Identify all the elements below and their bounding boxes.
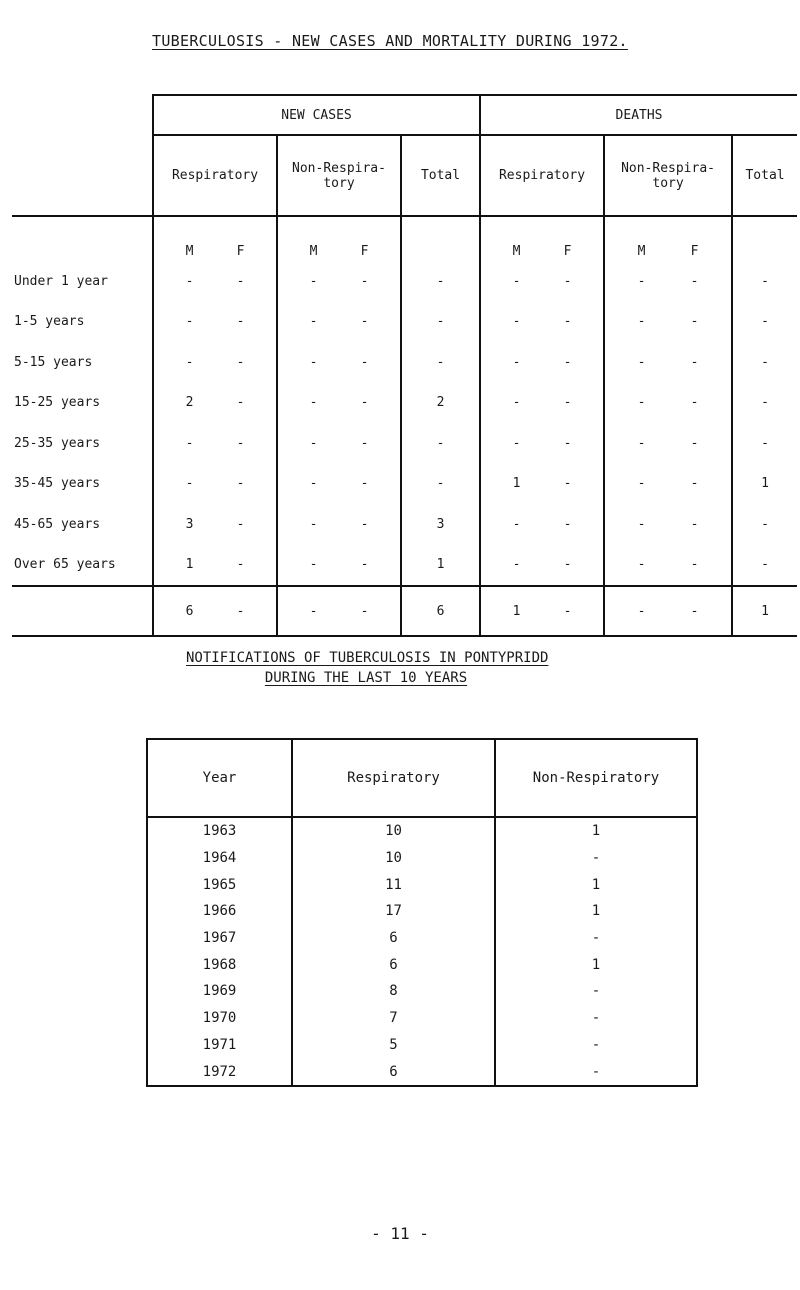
cell: - bbox=[309, 476, 318, 492]
notifications-table bbox=[146, 738, 698, 1087]
cell: - bbox=[360, 395, 369, 411]
cell: - bbox=[637, 395, 646, 411]
year-cell: 1965 bbox=[147, 871, 292, 898]
table-row bbox=[147, 925, 697, 952]
cell: - bbox=[401, 342, 480, 383]
cell: - bbox=[563, 476, 572, 492]
notifications-title-line2: DURING THE LAST 10 YEARS bbox=[264, 670, 468, 686]
cell: - bbox=[360, 476, 369, 492]
cell: - bbox=[732, 261, 797, 302]
year-cell: 1970 bbox=[147, 1005, 292, 1032]
cell: - bbox=[690, 557, 699, 573]
total-cell: 1 bbox=[512, 603, 521, 619]
cell: - bbox=[690, 395, 699, 411]
sex-label: F bbox=[690, 244, 699, 259]
age-group-label: 15-25 years bbox=[14, 395, 101, 411]
cell: - bbox=[512, 314, 521, 330]
cell: - bbox=[185, 354, 194, 370]
cell: 3 bbox=[401, 504, 480, 545]
non-respiratory-cell: - bbox=[495, 845, 697, 872]
cell: 2 bbox=[401, 383, 480, 424]
table-row bbox=[12, 504, 797, 545]
cell: - bbox=[690, 476, 699, 492]
cell: - bbox=[236, 273, 245, 289]
cell: - bbox=[563, 273, 572, 289]
non-respiratory-cell: 1 bbox=[495, 871, 697, 898]
col-header: Respiratory bbox=[480, 135, 604, 216]
cell: - bbox=[185, 476, 194, 492]
cell: - bbox=[732, 383, 797, 424]
cell: - bbox=[360, 435, 369, 451]
cell: - bbox=[236, 476, 245, 492]
cell: - bbox=[563, 516, 572, 532]
col-header: Respiratory bbox=[153, 135, 277, 216]
table-row bbox=[12, 342, 797, 383]
cell: - bbox=[690, 314, 699, 330]
cell: - bbox=[690, 516, 699, 532]
age-group-label: 25-35 years bbox=[14, 435, 101, 451]
col-header: Total bbox=[732, 135, 797, 216]
table-row bbox=[147, 978, 697, 1005]
cell: - bbox=[309, 557, 318, 573]
total-cell: - bbox=[690, 603, 699, 619]
year-cell: 1972 bbox=[147, 1058, 292, 1086]
cell: 1 bbox=[512, 476, 521, 492]
cell: - bbox=[360, 516, 369, 532]
total-cell: 6 bbox=[185, 603, 194, 619]
col-header: Total bbox=[401, 135, 480, 216]
new-cases-mortality-table bbox=[12, 94, 797, 637]
cell: - bbox=[185, 435, 194, 451]
year-header: Year bbox=[147, 739, 292, 817]
cell: - bbox=[360, 354, 369, 370]
total-cell: 1 bbox=[732, 586, 797, 636]
non-respiratory-header: Non-Respiratory bbox=[495, 739, 697, 817]
sex-label: M bbox=[185, 244, 194, 259]
year-cell: 1967 bbox=[147, 925, 292, 952]
table-row bbox=[147, 951, 697, 978]
table-row bbox=[147, 1032, 697, 1059]
cell: - bbox=[309, 273, 318, 289]
cell: - bbox=[309, 354, 318, 370]
cell: - bbox=[360, 273, 369, 289]
age-group-label: 5-15 years bbox=[14, 354, 93, 370]
cell: - bbox=[637, 435, 646, 451]
col-header: Non-Respira- tory bbox=[604, 135, 732, 216]
respiratory-cell: 11 bbox=[292, 871, 495, 898]
table-row bbox=[147, 871, 697, 898]
cell: - bbox=[309, 314, 318, 330]
non-respiratory-cell: - bbox=[495, 925, 697, 952]
year-cell: 1968 bbox=[147, 951, 292, 978]
cell: 2 bbox=[185, 395, 194, 411]
non-respiratory-cell: 1 bbox=[495, 817, 697, 845]
cell: - bbox=[690, 273, 699, 289]
age-group-label: Under 1 year bbox=[14, 273, 108, 289]
cell: - bbox=[512, 395, 521, 411]
sex-header-row bbox=[12, 216, 797, 261]
respiratory-cell: 10 bbox=[292, 817, 495, 845]
page-title: TUBERCULOSIS - NEW CASES AND MORTALITY DURING 1972. bbox=[152, 32, 628, 50]
non-respiratory-cell: - bbox=[495, 1005, 697, 1032]
cell: - bbox=[401, 423, 480, 464]
year-cell: 1963 bbox=[147, 817, 292, 845]
cell: - bbox=[360, 314, 369, 330]
table-row bbox=[12, 261, 797, 302]
totals-row bbox=[12, 586, 797, 636]
cell: - bbox=[637, 476, 646, 492]
year-cell: 1966 bbox=[147, 898, 292, 925]
cell: - bbox=[563, 354, 572, 370]
sex-label: M bbox=[512, 244, 521, 259]
age-group-label: 1-5 years bbox=[14, 314, 85, 330]
page-number: - 11 - bbox=[371, 1224, 429, 1243]
cell: - bbox=[690, 354, 699, 370]
group-header-row bbox=[12, 95, 797, 135]
cell: - bbox=[563, 557, 572, 573]
total-cell: - bbox=[563, 603, 572, 619]
notifications-title bbox=[186, 648, 549, 688]
respiratory-header: Respiratory bbox=[292, 739, 495, 817]
sex-label: F bbox=[563, 244, 572, 259]
cell: - bbox=[512, 354, 521, 370]
table-row bbox=[12, 383, 797, 424]
column-header-row bbox=[12, 135, 797, 216]
sex-label: M bbox=[309, 244, 318, 259]
cell: - bbox=[236, 354, 245, 370]
table-row bbox=[12, 423, 797, 464]
notifications-header-row bbox=[147, 739, 697, 817]
cell: - bbox=[236, 395, 245, 411]
year-cell: 1969 bbox=[147, 978, 292, 1005]
total-cell: - bbox=[309, 603, 318, 619]
cell: - bbox=[732, 504, 797, 545]
age-group-label: 35-45 years bbox=[14, 476, 101, 492]
non-respiratory-cell: 1 bbox=[495, 898, 697, 925]
cell: - bbox=[185, 273, 194, 289]
table-row bbox=[147, 817, 697, 845]
cell: - bbox=[690, 435, 699, 451]
cell: - bbox=[512, 516, 521, 532]
cell: - bbox=[563, 395, 572, 411]
non-respiratory-cell: - bbox=[495, 1058, 697, 1086]
table-row bbox=[147, 1005, 697, 1032]
table-row bbox=[147, 898, 697, 925]
respiratory-cell: 8 bbox=[292, 978, 495, 1005]
cell: - bbox=[732, 342, 797, 383]
cell: - bbox=[236, 557, 245, 573]
cell: - bbox=[512, 435, 521, 451]
table-row bbox=[147, 1058, 697, 1086]
table-row bbox=[12, 464, 797, 505]
respiratory-cell: 6 bbox=[292, 925, 495, 952]
cell: - bbox=[637, 273, 646, 289]
cell: - bbox=[309, 435, 318, 451]
respiratory-cell: 7 bbox=[292, 1005, 495, 1032]
cell: - bbox=[563, 314, 572, 330]
total-cell: 6 bbox=[401, 586, 480, 636]
cell: - bbox=[401, 261, 480, 302]
cell: - bbox=[309, 395, 318, 411]
cell: - bbox=[401, 464, 480, 505]
cell: - bbox=[732, 545, 797, 587]
non-respiratory-cell: - bbox=[495, 978, 697, 1005]
cell: - bbox=[732, 302, 797, 343]
age-group-label: Over 65 years bbox=[14, 557, 116, 573]
new-cases-header: NEW CASES bbox=[153, 95, 480, 135]
total-cell: - bbox=[360, 603, 369, 619]
cell: 3 bbox=[185, 516, 194, 532]
year-cell: 1964 bbox=[147, 845, 292, 872]
non-respiratory-cell: 1 bbox=[495, 951, 697, 978]
cell: - bbox=[512, 273, 521, 289]
cell: - bbox=[637, 354, 646, 370]
cell: 1 bbox=[185, 557, 194, 573]
cell: - bbox=[512, 557, 521, 573]
year-cell: 1971 bbox=[147, 1032, 292, 1059]
cell: - bbox=[236, 516, 245, 532]
cell: - bbox=[637, 314, 646, 330]
table-row bbox=[12, 302, 797, 343]
cell: - bbox=[732, 423, 797, 464]
cell: - bbox=[309, 516, 318, 532]
col-header: Non-Respira- tory bbox=[277, 135, 401, 216]
sex-label: F bbox=[236, 244, 245, 259]
cell: - bbox=[236, 435, 245, 451]
sex-label: M bbox=[637, 244, 646, 259]
cell: 1 bbox=[401, 545, 480, 587]
cell: - bbox=[563, 435, 572, 451]
table-row bbox=[147, 845, 697, 872]
sex-label: F bbox=[360, 244, 369, 259]
cell: - bbox=[637, 516, 646, 532]
deaths-header: DEATHS bbox=[480, 95, 797, 135]
total-cell: - bbox=[236, 603, 245, 619]
total-cell: - bbox=[637, 603, 646, 619]
respiratory-cell: 6 bbox=[292, 951, 495, 978]
cell: - bbox=[401, 302, 480, 343]
respiratory-cell: 5 bbox=[292, 1032, 495, 1059]
non-respiratory-cell: - bbox=[495, 1032, 697, 1059]
respiratory-cell: 17 bbox=[292, 898, 495, 925]
cell: - bbox=[185, 314, 194, 330]
respiratory-cell: 6 bbox=[292, 1058, 495, 1086]
cell: 1 bbox=[732, 464, 797, 505]
cell: - bbox=[360, 557, 369, 573]
table-row bbox=[12, 545, 797, 587]
cell: - bbox=[236, 314, 245, 330]
respiratory-cell: 10 bbox=[292, 845, 495, 872]
cell: - bbox=[637, 557, 646, 573]
age-group-label: 45-65 years bbox=[14, 516, 101, 532]
notifications-title-line1: NOTIFICATIONS OF TUBERCULOSIS IN PONTYPRIDD bbox=[186, 650, 549, 666]
